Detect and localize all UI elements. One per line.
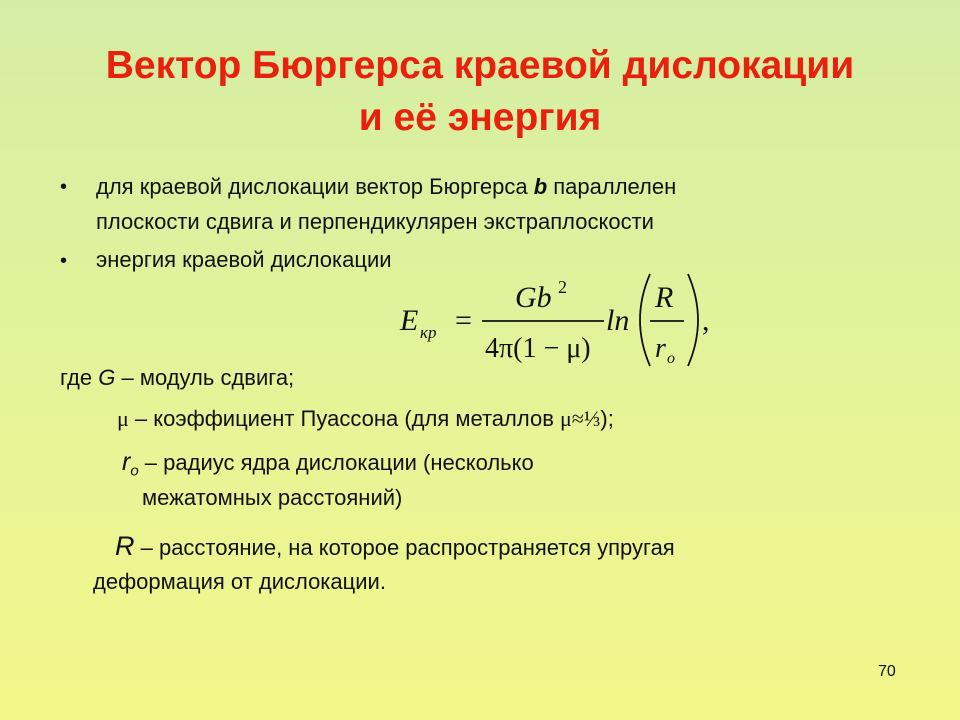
formula-ln: ln [606, 304, 630, 337]
title-line-1: Вектор Бюргерса краевой дислокации [105, 44, 855, 87]
legend-R-line-2: деформация от дислокации. [93, 569, 386, 594]
bullet-2-line-1: энергия краевой дислокации [96, 247, 392, 272]
legend-r0-line-1: $r_o$ – радиус ядра дислокации (несколько [122, 448, 534, 480]
formula-E: E [400, 304, 419, 337]
bullet-marker-1: • [60, 176, 68, 198]
legend-mu: μ – коэффициент Пуассона (для металлов μ≈⅓); [117, 406, 614, 431]
title-line-2: и её энергия [358, 96, 602, 139]
bullet-1-line-1: для краевой дислокации вектор Бюргерса b параллелен [96, 174, 677, 199]
legend-G: где G – модуль сдвига; [60, 365, 295, 390]
page-number: 70 [878, 663, 896, 680]
formula-left-paren [640, 274, 650, 366]
formula-denominator: 4π(1 − μ) [485, 333, 591, 364]
formula-comma: , [702, 304, 710, 337]
bullet-1-line-2: плоскости сдвига и перпендикулярен экстраплоскости [96, 209, 654, 234]
formula-right-paren [688, 274, 698, 366]
legend-R-line-1: R – расстояние, на которое распространяется упругая [115, 531, 675, 561]
legend-r0-line-2: межатомных расстояний) [142, 485, 403, 510]
formula-equals: = [455, 304, 472, 337]
formula-numerator-sup: 2 [558, 277, 567, 297]
formula-r: r [655, 333, 666, 364]
burgers-vector-symbol: b [533, 174, 548, 199]
formula-r-subscript: o [667, 350, 675, 367]
bullet-marker-2: • [60, 250, 68, 272]
formula-numerator: Gb [515, 281, 552, 314]
formula-R: R [655, 281, 674, 314]
formula-E-subscript: кр [420, 323, 437, 342]
